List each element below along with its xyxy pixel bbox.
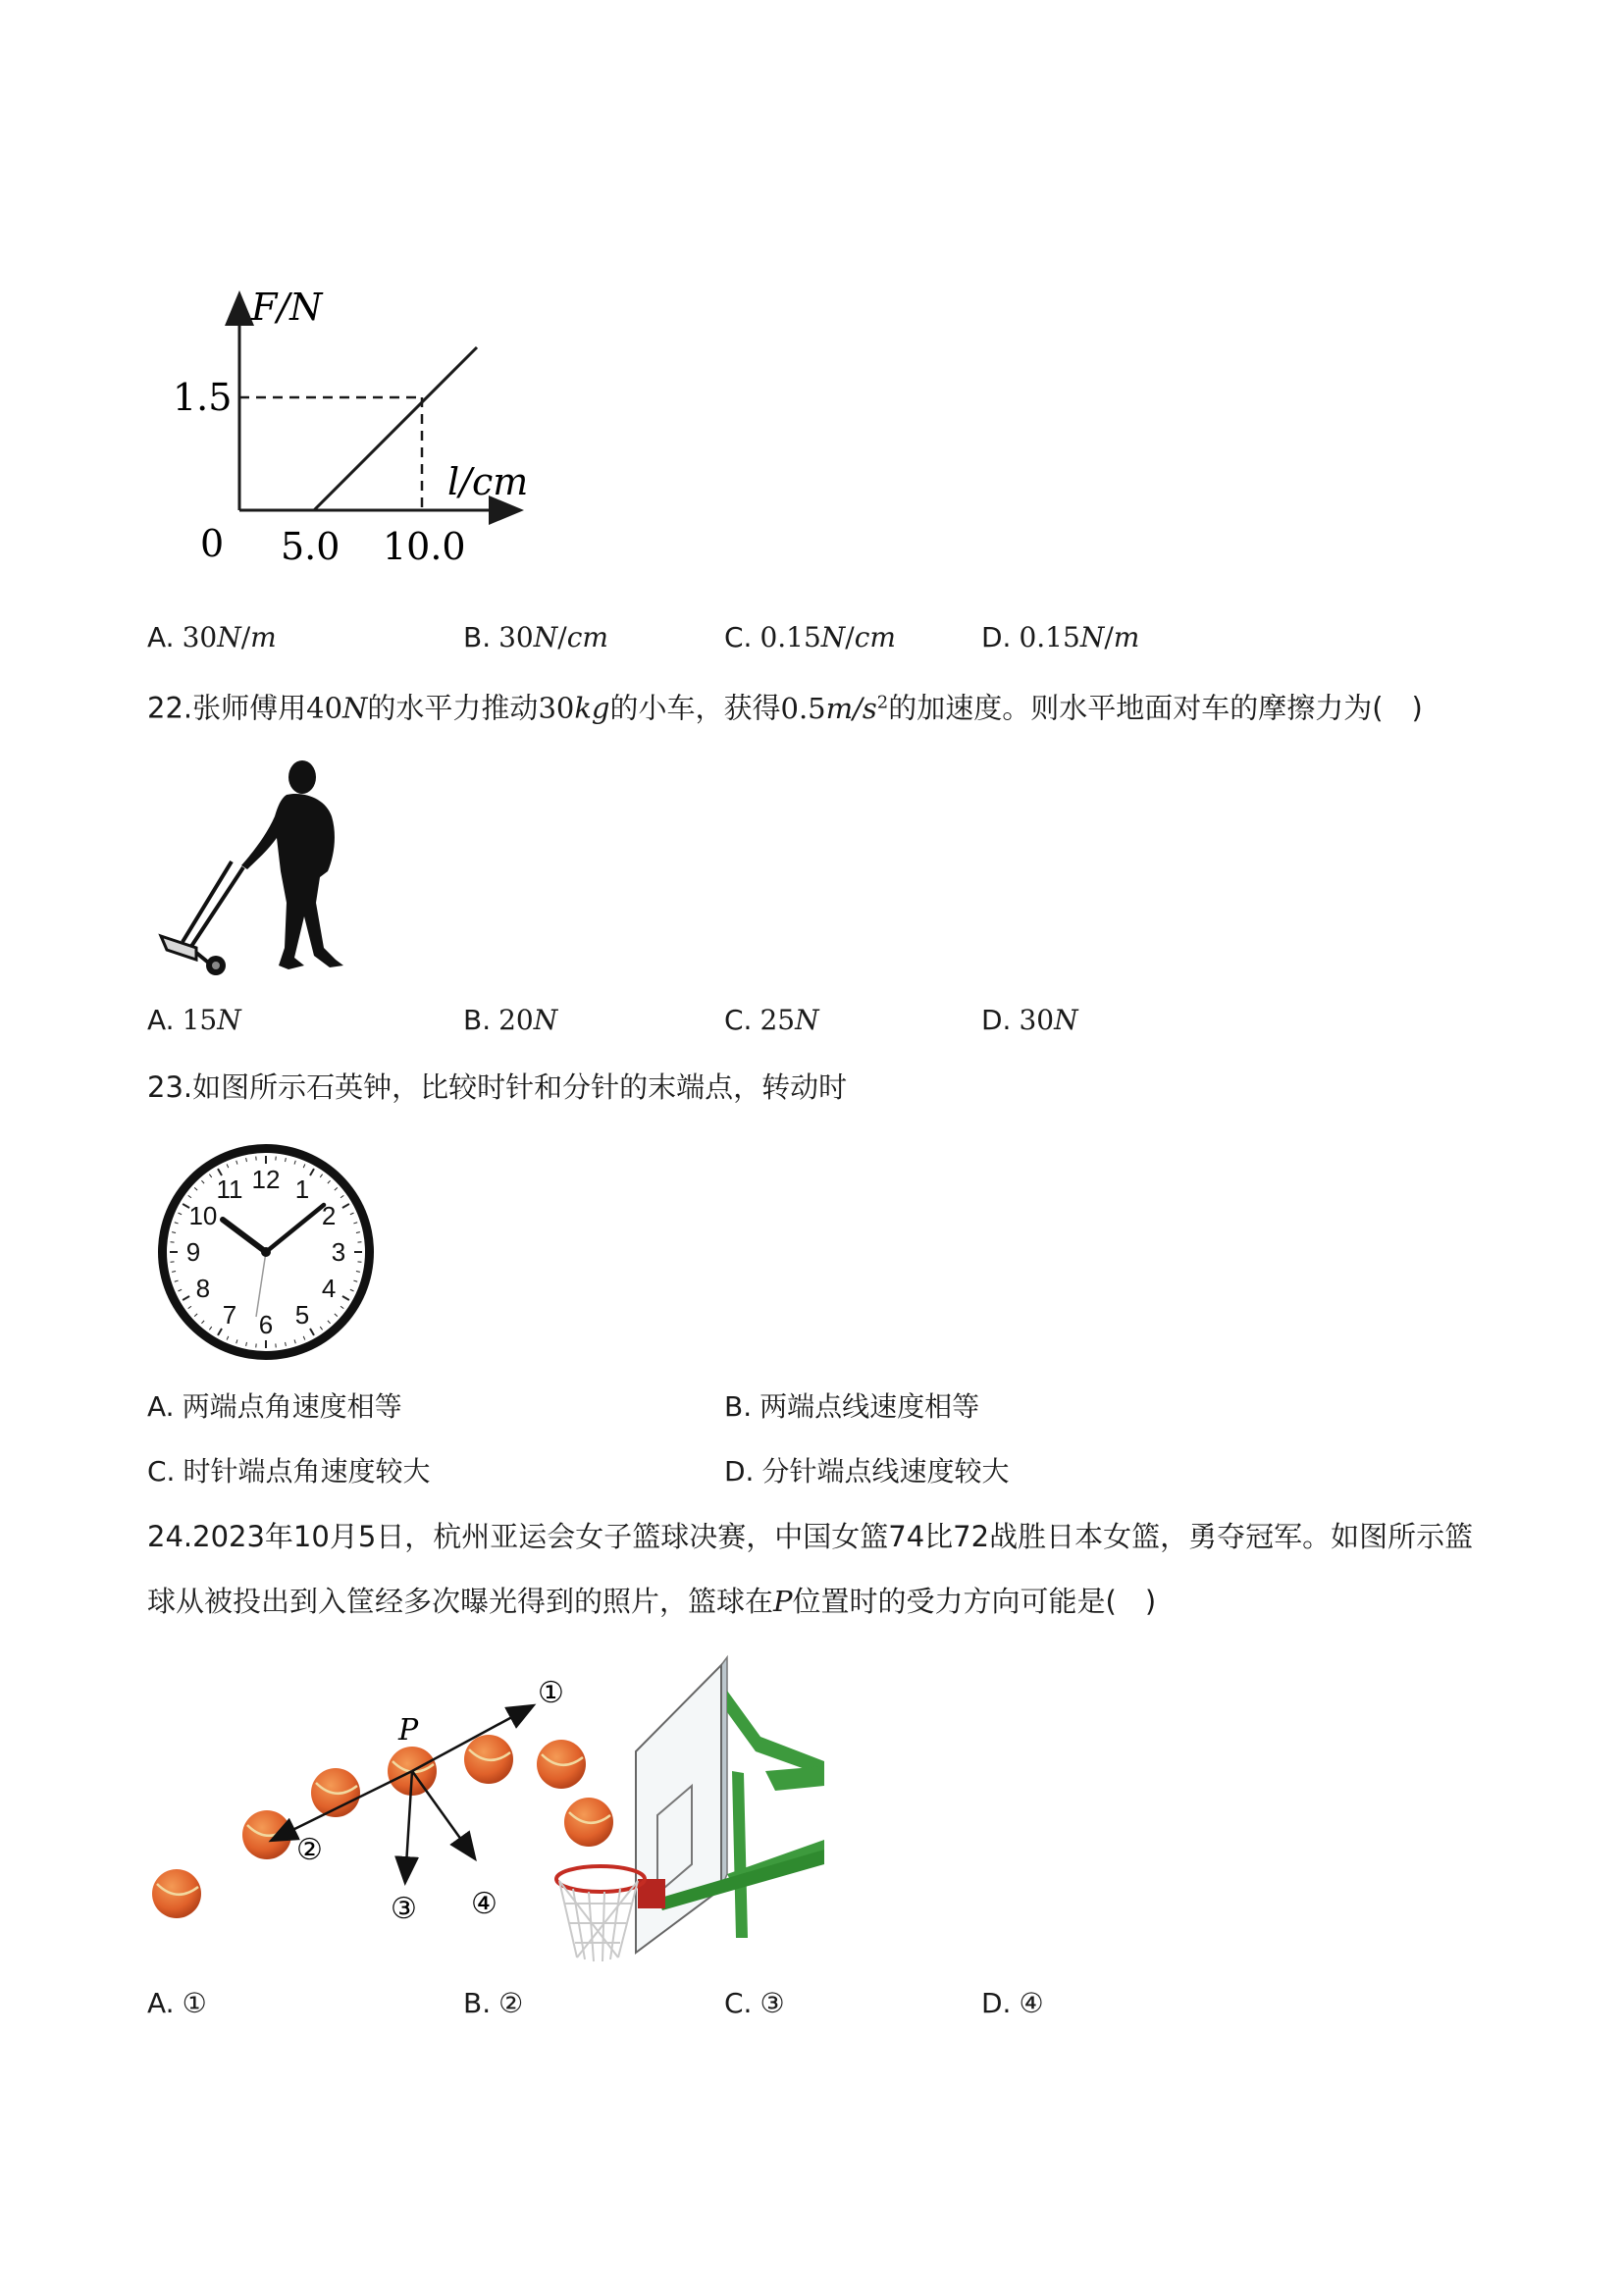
point-p-label: P (398, 1713, 419, 1748)
q21-option-b[interactable]: B. 30N/cm (463, 621, 608, 653)
origin-label: 0 (200, 522, 225, 565)
q21-option-c[interactable]: C. 0.15N/cm (724, 621, 896, 653)
q21-option-d[interactable]: D. 0.15N/m (981, 621, 1140, 653)
q22-question: 22.张师傅用40N的水平力推动30kg的小车，获得$0.5m/s^2$的加速度。则水平地面对车的摩擦力为( ) (147, 691, 1423, 725)
q23-option-b[interactable]: B. 两端点线速度相等 (724, 1390, 980, 1423)
clock-number: 2 (321, 1201, 337, 1230)
y-axis-label: F/N (251, 286, 323, 329)
clock-number: 10 (188, 1201, 218, 1230)
q22-option-b[interactable]: B. 20N (463, 1004, 558, 1036)
q23-option-a[interactable]: A. 两端点角速度相等 (147, 1390, 402, 1423)
q23-option-d[interactable]: D. 分针端点线速度较大 (724, 1455, 1010, 1487)
clock-number: 4 (321, 1274, 337, 1303)
quartz-clock-figure (152, 1138, 380, 1366)
x-tick-label-5: 5.0 (281, 525, 340, 568)
q24-option-d[interactable]: D. ④ (981, 1987, 1044, 2019)
q24-option-a[interactable]: A. ① (147, 1987, 207, 2019)
spring-force-graph (157, 285, 569, 579)
question-number: 24. (147, 1520, 193, 1553)
basketball-sequence (152, 1735, 613, 1918)
question-number: 22. (147, 691, 193, 725)
clock-number: 12 (251, 1165, 281, 1194)
basketball-trajectory-figure (147, 1653, 834, 1967)
clock-number: 7 (222, 1300, 237, 1331)
clock-number: 3 (331, 1237, 346, 1267)
q23-option-c[interactable]: C. 时针端点角速度较大 (147, 1455, 431, 1487)
clock-number: 11 (216, 1174, 243, 1204)
clock-number: 8 (195, 1274, 211, 1303)
x-axis-label: l/cm (447, 460, 529, 503)
x-tick-label-10: 10.0 (383, 525, 466, 568)
q24-option-c[interactable]: C. ③ (724, 1987, 785, 2019)
y-tick-label: 1.5 (173, 376, 233, 419)
q22-option-a[interactable]: A. 15N (147, 1004, 241, 1036)
q23-question: 23.如图所示石英钟，比较时针和分针的末端点，转动时 (147, 1070, 848, 1104)
q24-question-line1: 24.2023年10月5日，杭州亚运会女子篮球决赛，中国女篮74比72战胜日本女篮，勇夺冠军。如图所示篮 (147, 1520, 1474, 1553)
question-number: 23. (147, 1070, 193, 1104)
clock-center (261, 1247, 271, 1257)
clock-number: 5 (294, 1300, 310, 1331)
arrow-4-label: ④ (471, 1887, 497, 1921)
clock-number: 1 (294, 1174, 310, 1204)
person-pushing-cart-figure (157, 756, 363, 981)
clock-number: 6 (258, 1310, 274, 1339)
arrow-2-label: ② (296, 1833, 323, 1867)
arrow-3-label: ③ (391, 1892, 417, 1926)
q21-option-a[interactable]: A. 30N/m (147, 621, 277, 653)
q22-option-c[interactable]: C. 25N (724, 1004, 819, 1036)
arrow-1-label: ① (538, 1676, 564, 1710)
q24-question-line2: 球从被投出到入筐经多次曝光得到的照片，篮球在P位置时的受力方向可能是( ) (147, 1585, 1157, 1618)
q22-option-d[interactable]: D. 30N (981, 1004, 1078, 1036)
q24-option-b[interactable]: B. ② (463, 1987, 524, 2019)
clock-number: 9 (185, 1237, 201, 1267)
